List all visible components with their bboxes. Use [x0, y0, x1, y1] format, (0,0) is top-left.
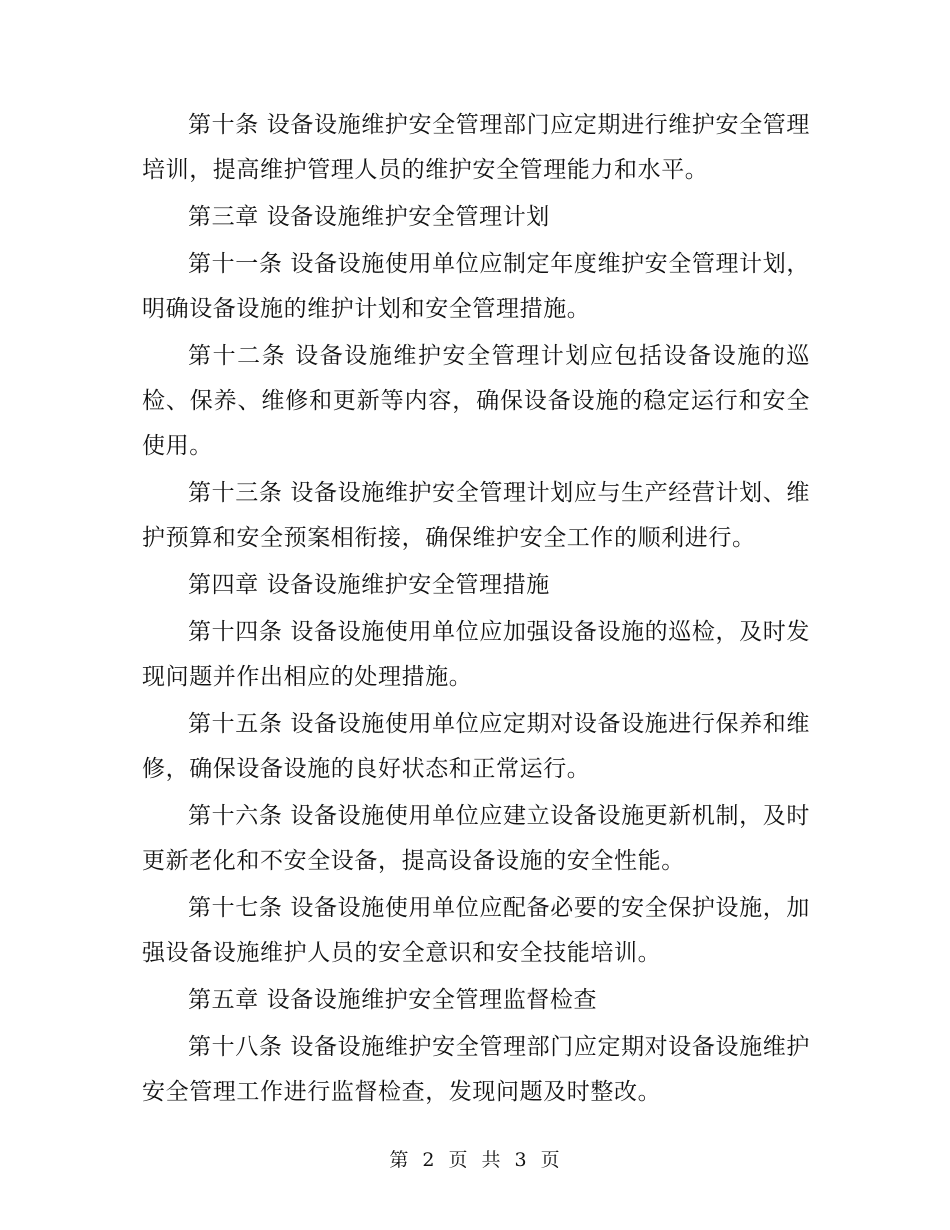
article-18: 第十八条 设备设施维护安全管理部门应定期对设备设施维护安全管理工作进行监督检查，发现问题及时整改。: [142, 1034, 810, 1105]
chapter-3-heading: 第三章 设备设施维护安全管理计划: [188, 204, 550, 230]
document-body: [142, 103, 810, 1117]
chapter-5-heading: 第五章 设备设施维护安全管理监督检查: [188, 987, 598, 1013]
article-15: 第十五条 设备设施使用单位应定期对设备设施进行保养和维修，确保设备设施的良好状态和正常运行。: [142, 711, 810, 782]
page-footer: 第 2 页 共 3 页: [389, 1149, 561, 1171]
chapter-4-heading: 第四章 设备设施维护安全管理措施: [188, 572, 550, 598]
article-16: 第十六条 设备设施使用单位应建立设备设施更新机制，及时更新老化和不安全设备，提高设备设施的安全性能。: [142, 803, 810, 874]
article-11: 第十一条 设备设施使用单位应制定年度维护安全管理计划，明确设备设施的维护计划和安全管理措施。: [142, 251, 810, 322]
article-12: 第十二条 设备设施维护安全管理计划应包括设备设施的巡检、保养、维修和更新等内容，确保设备设施的稳定运行和安全使用。: [142, 343, 810, 459]
article-14: 第十四条 设备设施使用单位应加强设备设施的巡检，及时发现问题并作出相应的处理措施。: [142, 619, 810, 690]
article-13: 第十三条 设备设施维护安全管理计划应与生产经营计划、维护预算和安全预案相衔接，确保维护安全工作的顺利进行。: [142, 480, 810, 551]
article-17: 第十七条 设备设施使用单位应配备必要的安全保护设施，加强设备设施维护人员的安全意识和安全技能培训。: [142, 895, 810, 966]
article-10: 第十条 设备设施维护安全管理部门应定期进行维护安全管理培训，提高维护管理人员的维护安全管理能力和水平。: [142, 112, 810, 183]
